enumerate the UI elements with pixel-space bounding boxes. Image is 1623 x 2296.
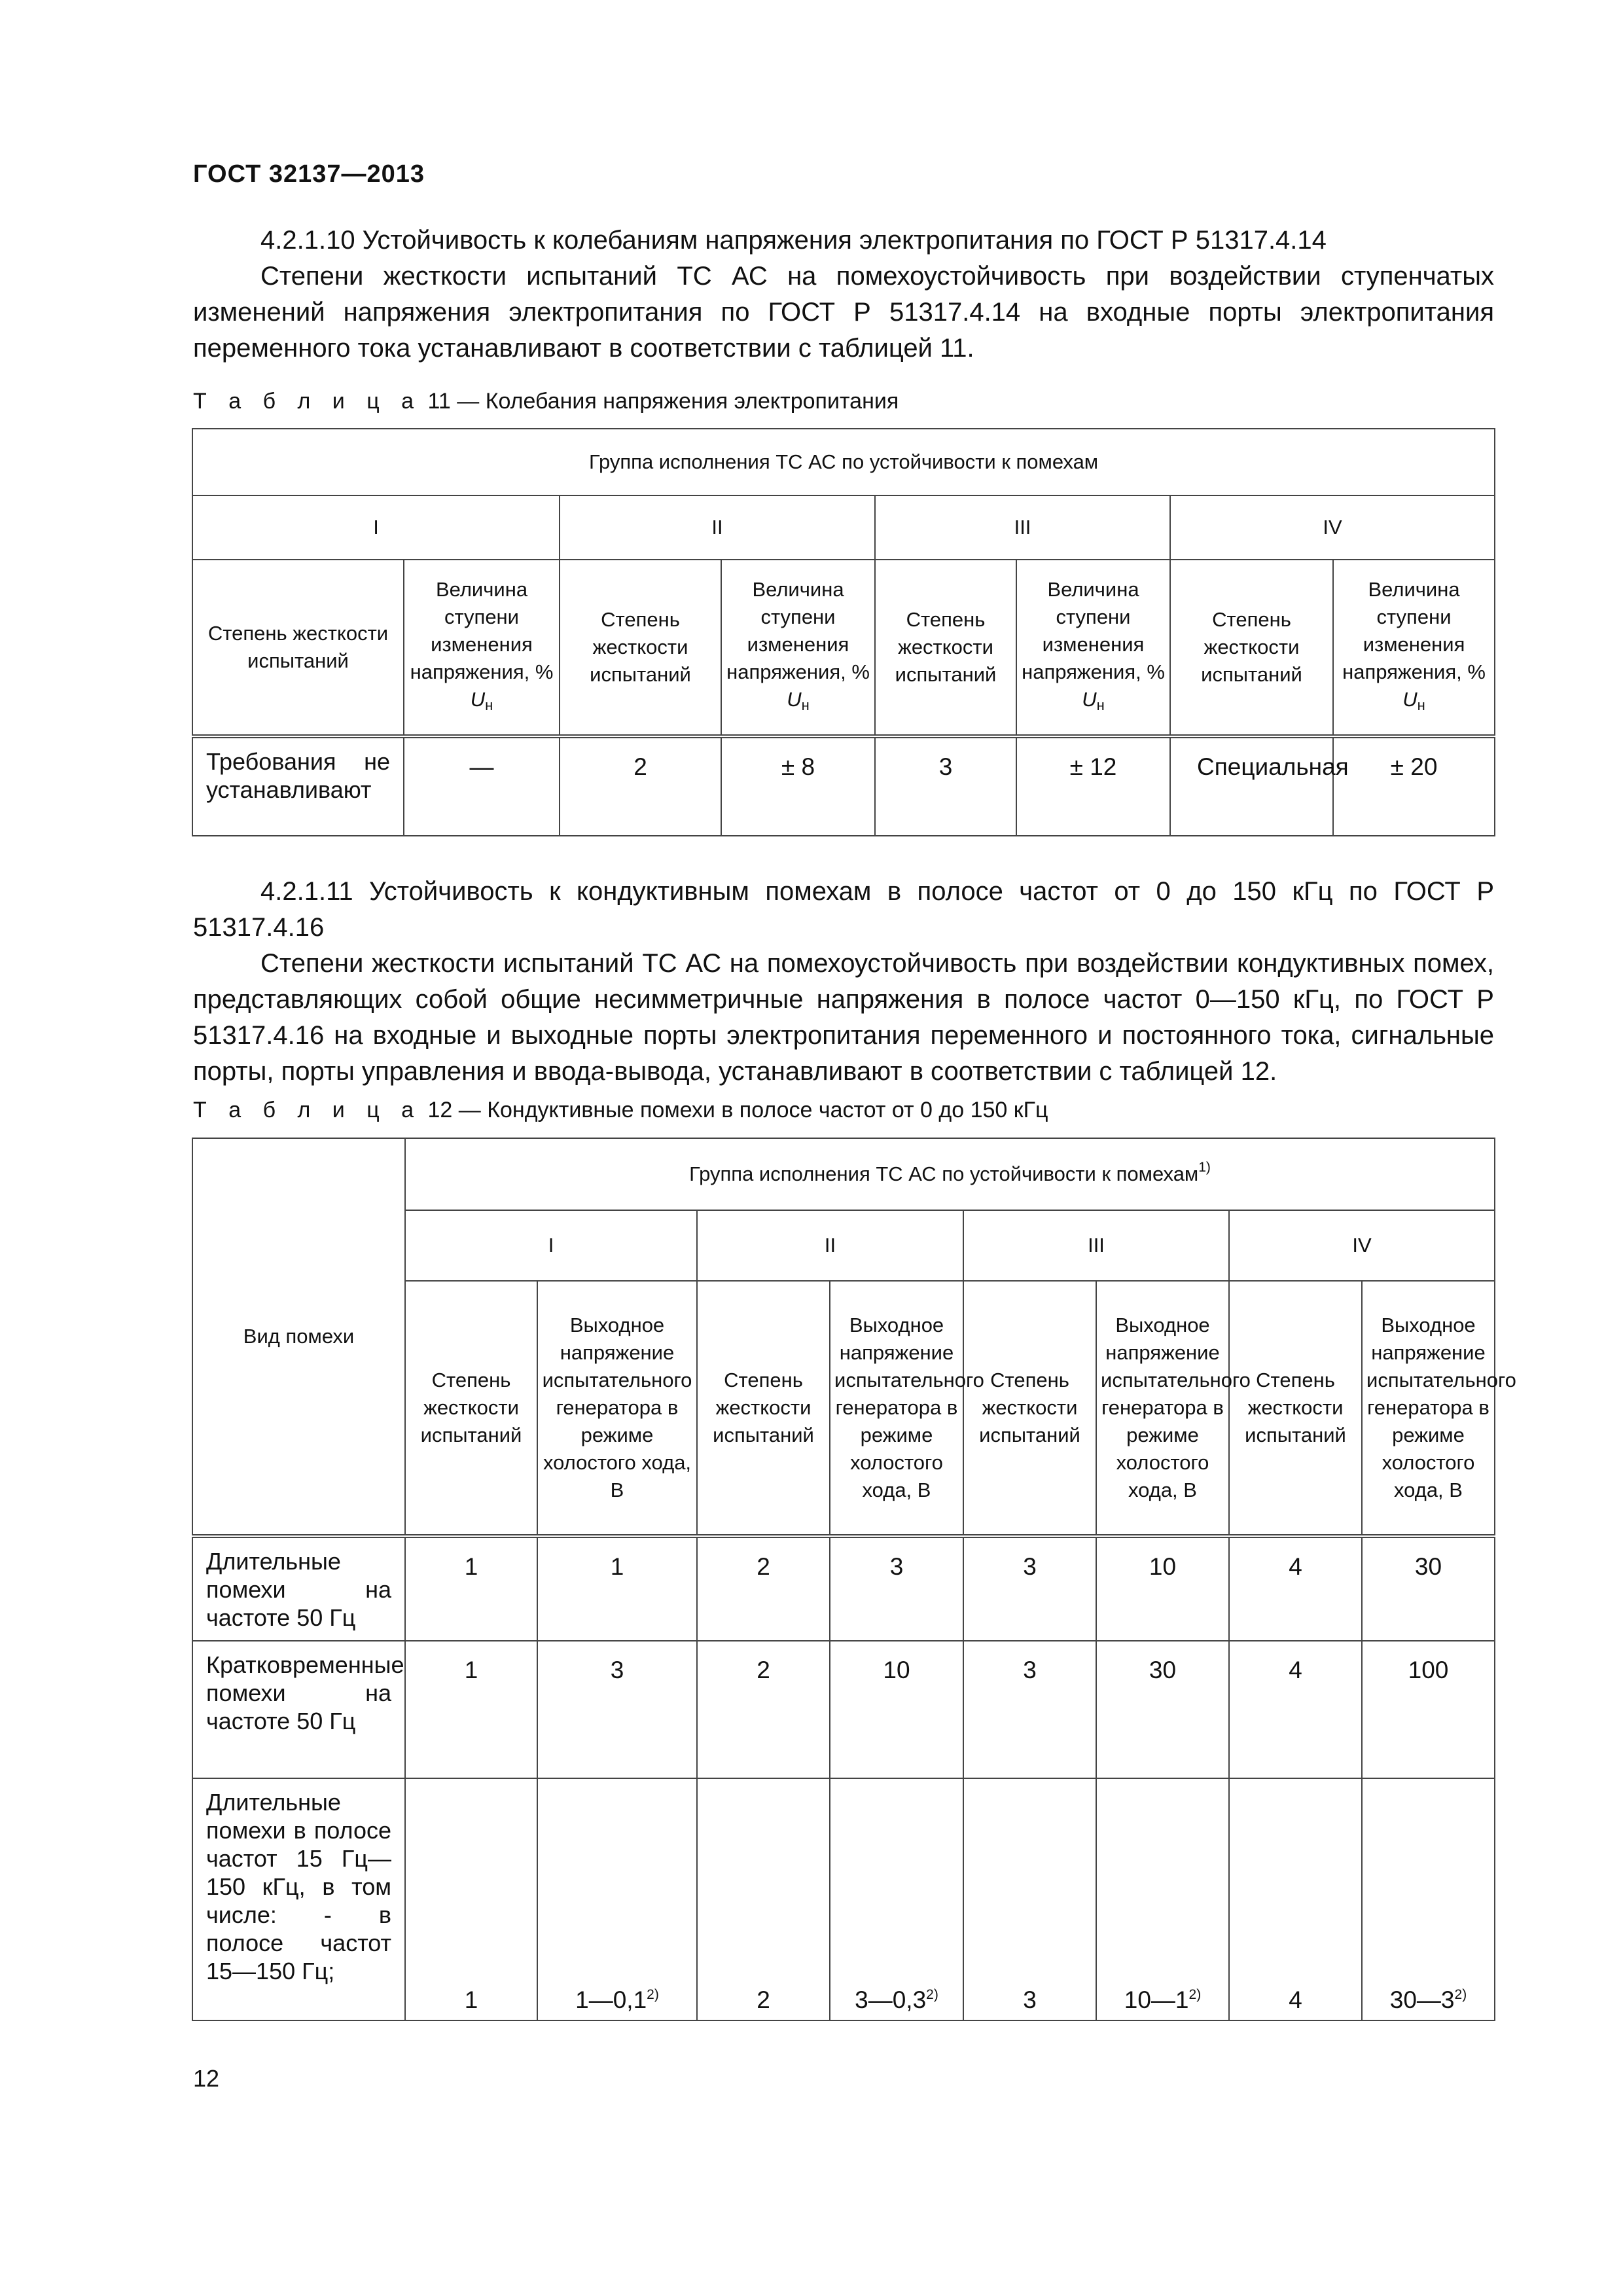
table12-cell: 1	[405, 1778, 537, 2020]
table12-cell: 30	[1096, 1641, 1229, 1778]
table12-cell: 30	[1362, 1536, 1495, 1641]
table12-col-output: Выходное напряжение испытательного генератора в режиме холостого хода, В	[537, 1281, 697, 1536]
page-number: 12	[193, 2065, 220, 2092]
table12-cell: 2	[697, 1641, 830, 1778]
table11-group-I: I	[192, 495, 560, 560]
table12-col-degree: Степень жесткости испытаний	[1229, 1281, 1362, 1536]
table12	[192, 1138, 1516, 2021]
section-4-2-1-11	[193, 874, 1494, 1090]
table12-cell: 3	[537, 1641, 697, 1778]
section-4-2-1-10	[193, 223, 1494, 367]
table11-col-degree: Степень жесткости испытаний	[1170, 560, 1333, 736]
table12-cell: 100	[1362, 1641, 1495, 1778]
table12-cell: 1	[405, 1641, 537, 1778]
table12-cell: 1	[537, 1536, 697, 1641]
section-text: Степени жесткости испытаний ТС АС на помехоустойчивость при воздействии кондуктивных помех, представляющих собой общие несимметричные напряжения в полосе частот 0—150 кГц, по ГОСТ Р 51317.4.16 на входные и выходные порты электропитания переменного и постоянного тока, сигнальные порты, порты управления и ввода-вывода, устанавливают в соответствии с таблицей 12.	[193, 949, 1494, 1086]
table11-group-IV: IV	[1170, 495, 1495, 560]
table12-cell: 4	[1229, 1778, 1362, 2020]
table12-group-header: Группа исполнения ТС АС по устойчивости к помехам$^{1)}$	[405, 1138, 1495, 1210]
table12-cell: 10	[830, 1641, 963, 1778]
table12-group-IV: IV	[1229, 1210, 1495, 1281]
table12-cell: 30—3$^{2)}$	[1362, 1778, 1495, 2020]
table11-cell: 3	[875, 736, 1016, 836]
table11-cell: —	[404, 736, 560, 836]
table12-group-II: II	[697, 1210, 963, 1281]
table11-col-value: Величина ступени изменения напряжения, % $U_н$	[721, 560, 875, 736]
table12-cell: 3	[830, 1536, 963, 1641]
table12-caption: Т а б л и ц а 12 — Кондуктивные помехи в полосе частот от 0 до 150 кГц	[193, 1098, 1048, 1122]
table12-cell: 3	[963, 1536, 1096, 1641]
table11	[192, 428, 1495, 836]
table12-cell: 2	[697, 1778, 830, 2020]
table11-cell: ± 8	[721, 736, 875, 836]
table12-cell: 10—1$^{2)}$	[1096, 1778, 1229, 2020]
table11-row-label: Требования не устанавливают	[192, 736, 404, 836]
table12-col-degree: Степень жесткости испытаний	[697, 1281, 830, 1536]
table11-cell: 2	[560, 736, 721, 836]
table12-cell: 3	[963, 1778, 1096, 2020]
table12-col-degree: Степень жесткости испытаний	[963, 1281, 1096, 1536]
table11-col-degree: Степень жесткости испытаний	[192, 560, 404, 736]
table12-cell: 2	[697, 1536, 830, 1641]
table12-col-degree: Степень жесткости испытаний	[405, 1281, 537, 1536]
table12-cell: 3—0,3$^{2)}$	[830, 1778, 963, 2020]
table12-cell: 1—0,1$^{2)}$	[537, 1778, 697, 2020]
table11-col-value: Величина ступени изменения напряжения, % $U_н$	[1016, 560, 1170, 736]
table12-group-III: III	[963, 1210, 1229, 1281]
table11-cell: ± 12	[1016, 736, 1170, 836]
table12-row-label: Длительные помехи на частоте 50 Гц	[192, 1536, 405, 1641]
table12-cell: 1	[405, 1536, 537, 1641]
table12-col-type: Вид помехи	[192, 1138, 405, 1536]
table12-col-output: Выходное напряжение испытательного генератора в режиме холостого хода, В	[1096, 1281, 1229, 1536]
table12-col-output: Выходное напряжение испытательного генератора в режиме холостого хода, В	[1362, 1281, 1495, 1536]
table11-cell: ± 20	[1333, 736, 1495, 836]
table11-col-degree: Степень жесткости испытаний	[875, 560, 1016, 736]
table11-col-degree: Степень жесткости испытаний	[560, 560, 721, 736]
table11-col-value: Величина ступени изменения напряжения, % $U_н$	[1333, 560, 1495, 736]
table11-group-II: II	[560, 495, 875, 560]
table12-row-label: Кратковременные помехи на частоте 50 Гц	[192, 1641, 405, 1778]
section-text: Степени жесткости испытаний ТС АС на помехоустойчивость при воздействии ступенчатых изменений напряжения электропитания по ГОСТ Р 51317.4.14 на входные порты электропитания переменного тока устанавливают в соответствии с таблицей 11.	[193, 262, 1494, 363]
table12-cell: 10	[1096, 1536, 1229, 1641]
table12-row-label: Длительные помехи в полосе частот 15 Гц—150 кГц, в том числе: - в полосе частот 15—150 Гц;	[192, 1778, 405, 2020]
table11-caption: Т а б л и ц а 11 — Колебания напряжения электропитания	[193, 389, 899, 414]
table11-cell: Специальная	[1170, 736, 1333, 836]
document-header: ГОСТ 32137—2013	[193, 160, 425, 188]
table12-cell: 4	[1229, 1641, 1362, 1778]
section-title: 4.2.1.11 Устойчивость к кондуктивным помехам в полосе частот от 0 до 150 кГц по ГОСТ Р 51317.4.16	[193, 877, 1494, 942]
table11-group-III: III	[875, 495, 1170, 560]
table11-group-header: Группа исполнения ТС АС по устойчивости к помехам	[192, 429, 1495, 495]
table11-col-value: Величина ступени изменения напряжения, % $U_н$	[404, 560, 560, 736]
table12-cell: 3	[963, 1641, 1096, 1778]
table12-group-I: I	[405, 1210, 697, 1281]
section-title: 4.2.1.10 Устойчивость к колебаниям напряжения электропитания по ГОСТ Р 51317.4.14	[260, 226, 1327, 255]
table12-col-output: Выходное напряжение испытательного генератора в режиме холостого хода, В	[830, 1281, 963, 1536]
table12-cell: 4	[1229, 1536, 1362, 1641]
